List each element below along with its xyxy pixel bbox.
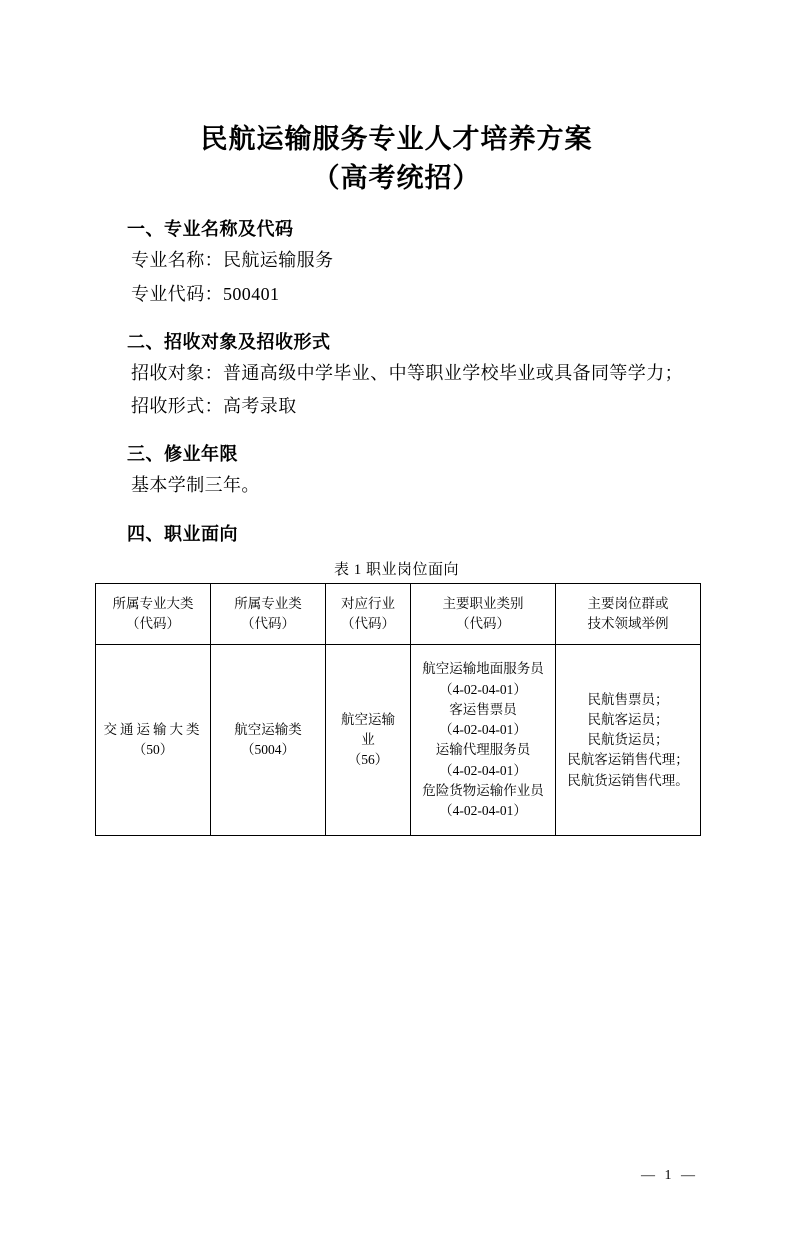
header-cell-industry-line1: 对应行业 [341, 595, 395, 611]
section-4 [95, 520, 698, 546]
document-page [0, 120, 793, 1242]
header-cell-occupation-line1: 主要职业类别 [442, 595, 524, 611]
page-subtitle: （高考统招） [312, 163, 481, 195]
section-1-line-1: 专业名称：民航运输服务 [131, 250, 334, 271]
section-3-heading: 三、修业年限 [127, 444, 238, 466]
cell-occupation [411, 645, 556, 836]
title-block [95, 120, 698, 198]
cell-occupation-line4: （4-02-04-01） [439, 722, 527, 738]
cell-positions-line5: 民航货运销售代理。 [567, 772, 689, 788]
cell-positions-line4: 民航客运销售代理； [567, 752, 689, 768]
section-1-line-2: 专业代码：500401 [131, 283, 280, 304]
section-2-line-1: 招收对象：普通高级中学毕业、中等职业学校毕业或具备同等学力； [131, 362, 683, 383]
cell-industry-line3: （56） [347, 752, 389, 768]
cell-major-class-line1: 航空运输类 [234, 722, 302, 738]
section-2 [95, 328, 698, 424]
header-cell-industry [326, 583, 411, 645]
section-4-heading: 四、职业面向 [127, 523, 238, 545]
cell-industry [326, 645, 411, 836]
cell-major-class [211, 645, 326, 836]
cell-industry-line1: 航空运输 [341, 711, 395, 727]
section-3-line-1: 基本学制三年。 [131, 475, 260, 496]
section-1 [95, 215, 698, 311]
header-cell-occupation [411, 583, 556, 645]
header-cell-industry-line2: （代码） [341, 616, 395, 632]
cell-positions-line2: 民航客运员； [587, 711, 669, 727]
header-cell-major-category-line1: 所属专业大类 [112, 595, 194, 611]
cell-occupation-line7: 危险货物运输作业员 [422, 782, 544, 798]
cell-occupation-line8: （4-02-04-01） [439, 803, 527, 819]
job-orientation-table [95, 583, 701, 837]
header-cell-positions [556, 583, 701, 645]
cell-positions-line1: 民航售票员； [587, 691, 669, 707]
cell-occupation-line2: （4-02-04-01） [439, 681, 527, 697]
header-cell-occupation-line2: （代码） [456, 616, 510, 632]
header-cell-major-category [96, 583, 211, 645]
cell-occupation-line3: 客运售票员 [449, 701, 517, 717]
header-cell-major-class [211, 583, 326, 645]
cell-major-class-line2: （5004） [241, 742, 295, 758]
section-2-line-2: 招收形式：高考录取 [131, 396, 297, 417]
cell-major-category [96, 645, 211, 836]
table-header-row [96, 583, 701, 645]
table-body [96, 645, 701, 836]
section-3 [95, 440, 698, 502]
cell-occupation-line5: 运输代理服务员 [435, 742, 531, 758]
header-cell-major-class-line2: （代码） [241, 616, 295, 632]
header-cell-positions-line2: 技术领域举例 [587, 616, 669, 632]
page-title: 民航运输服务专业人才培养方案 [200, 124, 593, 155]
cell-positions-line3: 民航货运员； [587, 732, 669, 748]
header-cell-positions-line1: 主要岗位群或 [587, 595, 669, 611]
table-caption: 表 1 职业岗位面向 [333, 561, 459, 578]
cell-major-category-line1: 交通运输大类 [103, 722, 203, 738]
section-2-heading: 二、招收对象及招收形式 [127, 331, 331, 353]
table-header [96, 583, 701, 645]
header-cell-major-class-line1: 所属专业类 [234, 595, 302, 611]
cell-occupation-line1: 航空运输地面服务员 [422, 661, 544, 677]
cell-major-category-line2: （50） [132, 742, 174, 758]
section-1-heading: 一、专业名称及代码 [127, 219, 294, 241]
page-number: — 1 — [641, 1168, 698, 1183]
cell-occupation-line6: （4-02-04-01） [439, 762, 527, 778]
cell-positions [556, 645, 701, 836]
table-row [96, 645, 701, 836]
cell-industry-line2: 业 [361, 732, 375, 748]
header-cell-major-category-line2: （代码） [126, 616, 180, 632]
